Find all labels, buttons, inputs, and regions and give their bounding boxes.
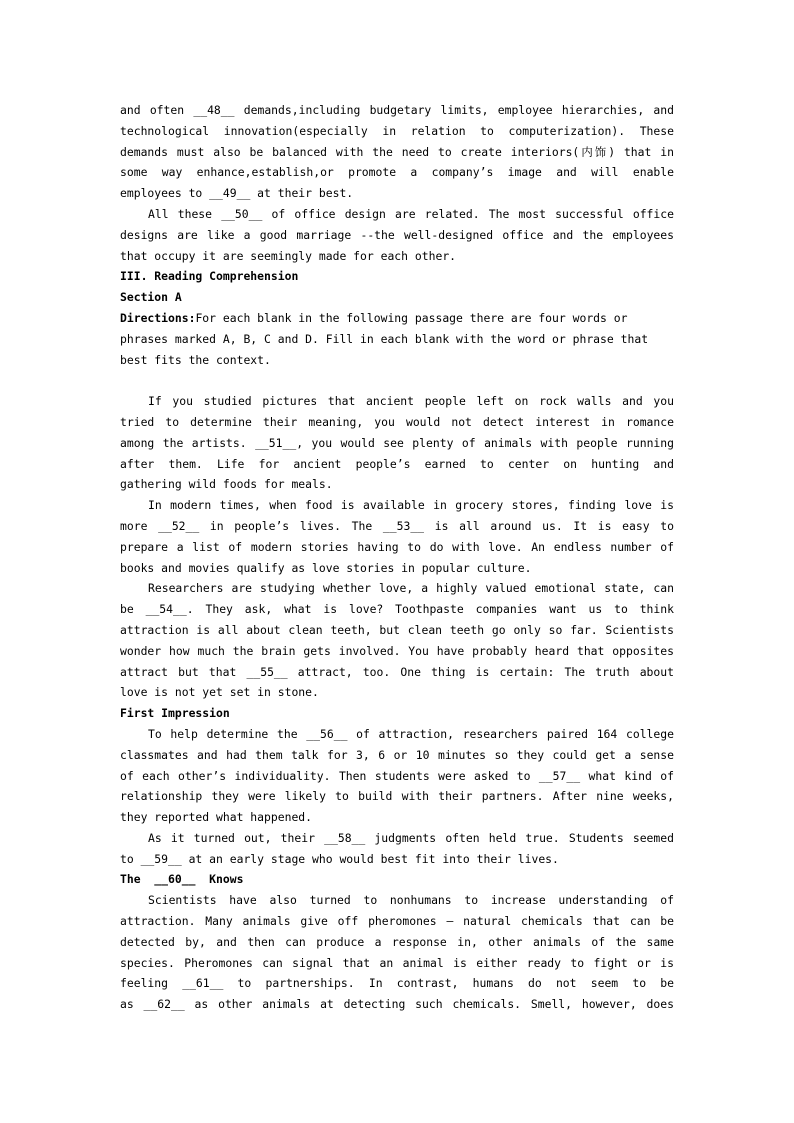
text-line: attraction is all about clean teeth, but clean teeth go only so far. Scientists (120, 622, 674, 637)
text-line: technological innovation(especially in relation to computerization). These (120, 123, 674, 138)
text-line: In modern times, when food is available in grocery stores, finding love is (148, 498, 674, 513)
text-line: detected by, and then can produce a response in, other animals of the same (120, 934, 674, 949)
text-line: and often __48__ demands,including budgetary limits, employee hierarchies, and (120, 103, 674, 117)
text-line: some way enhance,establish,or promote a company’s image and will enable (120, 165, 674, 180)
text-line: All these __50__ of office design are related. The most successful office (148, 206, 674, 221)
paragraph-3 (120, 578, 674, 703)
text-line: wonder how much the brain gets involved. You have probably heard that opposites (120, 643, 674, 658)
directions-line: phrases marked A, B, C and D. Fill in each blank with the word or phrase that (120, 331, 649, 346)
directions-text: For each blank in the following passage there are four words or (195, 310, 628, 325)
text-line: that occupy it are seemingly made for each other. (120, 248, 457, 263)
paragraph-office-continued (120, 100, 674, 204)
text-line: Researchers are studying whether love, a highly valued emotional state, can (148, 581, 674, 596)
text-line: love is not yet set in stone. (120, 685, 319, 700)
text-line: To help determine the __56__ of attraction, researchers paired 164 college (148, 726, 674, 741)
text-line: species. Pheromones can signal that an animal is either ready to fight or is (120, 955, 674, 970)
text-line: tried to determine their meaning, you would not detect interest in romance (120, 414, 674, 429)
text-line: among the artists. __51__, you would see plenty of animals with people running (120, 435, 674, 450)
text-line: employees to __49__ at their best. (120, 186, 354, 201)
text-line: As it turned out, their __58__ judgments often held true. Students seemed (148, 830, 674, 845)
text-line: of each other’s individuality. Then students were asked to __57__ what kind of (120, 768, 674, 783)
section-heading: III. Reading Comprehension (120, 269, 299, 284)
text-line: prepare a list of modern stories having to do with love. An endless number of (120, 539, 674, 554)
text-line: to __59__ at an early stage who would best fit into their lives. (120, 851, 559, 866)
text-line: Scientists have also turned to nonhumans to increase understanding of (148, 893, 674, 908)
text-line: more __52__ in people’s lives. The __53__ is all around us. It is easy to (120, 518, 674, 533)
text-line: attraction. Many animals give off pheromones — natural chemicals that can be (120, 914, 674, 929)
text-line: as __62__ as other animals at detecting such chemicals. Smell, however, does (120, 997, 674, 1012)
paragraph-office-end (120, 204, 674, 266)
paragraph-6 (120, 890, 674, 1015)
subheading-first-impression: First Impression (120, 706, 230, 721)
section-a-heading: Section A (120, 290, 182, 305)
paragraph-1 (120, 391, 674, 495)
text-line: attract but that __55__ attract, too. One thing is certain: The truth about (120, 664, 674, 679)
text-line: classmates and had them talk for 3, 6 or 10 minutes so they could get a sense (120, 747, 674, 762)
text-line: books and movies qualify as love stories in popular culture. (120, 560, 532, 575)
subheading-knows: The __60__ Knows (120, 872, 244, 887)
paragraph-2 (120, 495, 674, 578)
text-line: gathering wild foods for meals. (120, 477, 333, 492)
text-line: after them. Life for ancient people’s earned to center on hunting and (120, 456, 674, 471)
text-line: demands must also be balanced with the need to create interiors(内饰) that in (120, 144, 674, 159)
text-line: be __54__. They ask, what is love? Toothpaste companies want us to think (120, 602, 674, 617)
directions (120, 308, 674, 370)
text-line: they reported what happened. (120, 810, 313, 825)
text-line: feeling __61__ to partnerships. In contrast, humans do not seem to be (120, 976, 674, 991)
text-line: relationship they were likely to build with their partners. After nine weeks, (120, 789, 674, 804)
text-line: If you studied pictures that ancient people left on rock walls and you (148, 394, 674, 409)
paragraph-4 (120, 724, 674, 828)
directions-label: Directions: (120, 310, 196, 325)
directions-line: best fits the context. (120, 352, 271, 367)
text-line: designs are like a good marriage --the well-designed office and the employees (120, 227, 674, 242)
blank-line (120, 370, 674, 391)
directions-line (120, 308, 674, 329)
paragraph-5 (120, 828, 674, 870)
document-page (120, 100, 674, 1015)
